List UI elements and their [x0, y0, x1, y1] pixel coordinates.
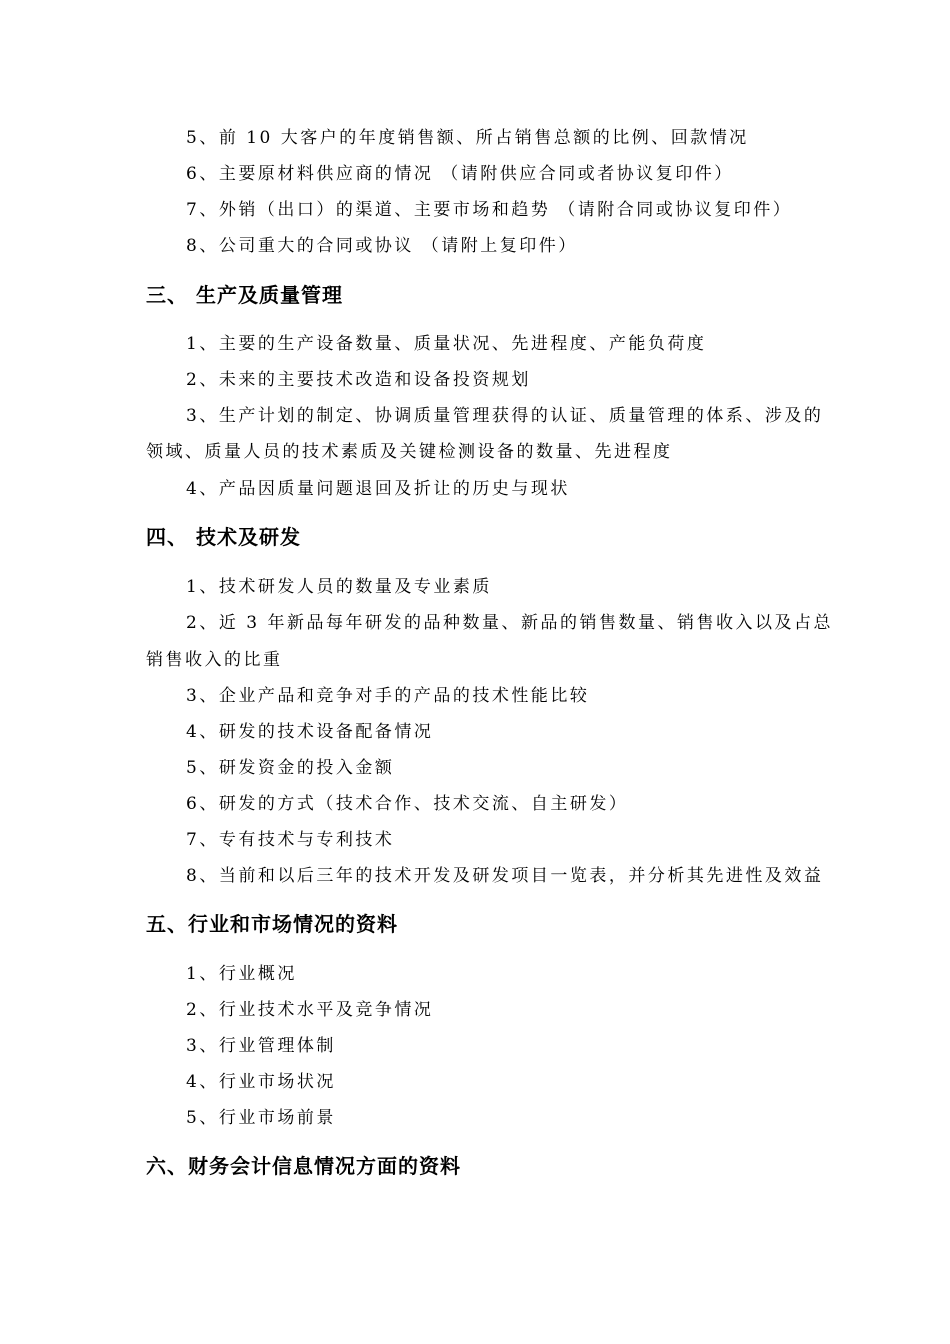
list-item: 1、主要的生产设备数量、质量状况、先进程度、产能负荷度	[186, 334, 707, 354]
list-item: 2、行业技术水平及竞争情况	[186, 1000, 434, 1020]
list-item: 2、近 3 年新品每年研发的品种数量、新品的销售数量、销售收入以及占总	[186, 613, 833, 633]
list-item: 4、产品因质量问题退回及折让的历史与现状	[186, 479, 570, 499]
list-item: 2、未来的主要技术改造和设备投资规划	[186, 370, 531, 390]
list-item: 7、专有技术与专利技术	[186, 830, 395, 850]
list-item: 5、研发资金的投入金额	[186, 758, 395, 778]
list-item: 4、研发的技术设备配备情况	[186, 722, 434, 742]
list-item-continuation: 领域、质量人员的技术素质及关键检测设备的数量、先进程度	[146, 442, 673, 462]
section-heading: 六、财务会计信息情况方面的资料	[146, 1154, 461, 1178]
section-heading: 五、行业和市场情况的资料	[146, 912, 398, 936]
section-heading: 四、 技术及研发	[146, 525, 301, 549]
list-item: 5、行业市场前景	[186, 1108, 336, 1128]
list-item: 4、行业市场状况	[186, 1072, 336, 1092]
list-item: 1、行业概况	[186, 964, 297, 984]
list-item: 3、企业产品和竞争对手的产品的技术性能比较	[186, 686, 590, 706]
list-item: 5、前 10 大客户的年度销售额、所占销售总额的比例、回款情况	[186, 128, 749, 148]
list-item: 8、当前和以后三年的技术开发及研发项目一览表，并分析其先进性及效益	[186, 866, 824, 886]
section-heading: 三、 生产及质量管理	[146, 283, 343, 307]
list-item: 3、行业管理体制	[186, 1036, 336, 1056]
list-item: 7、外销（出口）的渠道、主要市场和趋势 （请附合同或协议复印件）	[186, 200, 793, 220]
list-item: 6、主要原材料供应商的情况 （请附供应合同或者协议复印件）	[186, 164, 734, 184]
list-item: 1、技术研发人员的数量及专业素质	[186, 577, 492, 597]
list-item: 6、研发的方式（技术合作、技术交流、自主研发）	[186, 794, 629, 814]
list-item: 3、生产计划的制定、协调质量管理获得的认证、质量管理的体系、涉及的	[186, 406, 824, 426]
list-item: 8、公司重大的合同或协议 （请附上复印件）	[186, 236, 578, 256]
list-item-continuation: 销售收入的比重	[146, 650, 283, 670]
